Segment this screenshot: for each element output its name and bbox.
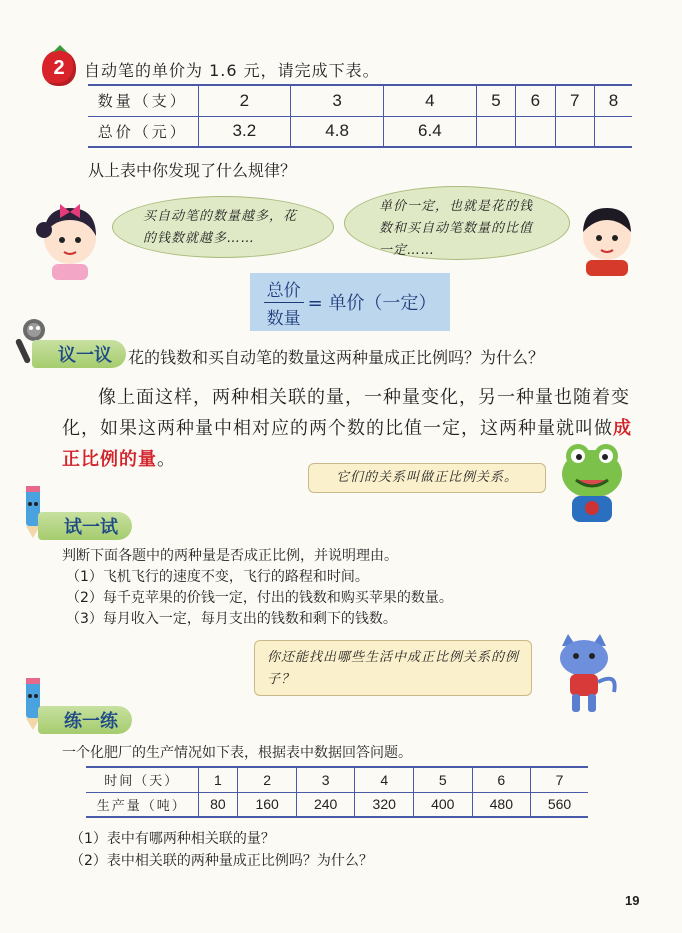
fraction-numerator: 总价 [266,280,301,301]
row-label: 数量（支） [88,85,198,116]
table-cell: 6.4 [384,116,477,147]
table-cell: 80 [198,792,238,817]
table-cell-blank[interactable] [476,116,515,147]
formula-rest: = 单价（一定） [307,293,437,314]
definition-text: 像上面这样，两种相关联的量，一种量变化，另一种量也随着变化，如果这两种量中相对应的两个数的比值一定，这两种量就叫做 [62,387,630,439]
girl-speech-bubble: 买自动笔的数量越多，花的钱数就越多…… [112,196,334,258]
question-prompt: 自动笔的单价为 1.6 元，请完成下表。 [84,61,380,80]
table-cell: 6 [472,767,531,792]
table-cell: 6 [516,85,555,116]
practice-questions [70,828,373,872]
girl-illustration [30,190,110,280]
formula-box [250,273,450,331]
table-cell: 480 [472,792,531,817]
table-cell: 4 [384,85,477,116]
table-cell: 400 [413,792,472,817]
table-cell: 3.2 [198,116,291,147]
row-label: 生产量（吨） [86,792,198,817]
rule-question: 从上表中你发现了什么规律？ [88,161,297,180]
table-row [88,116,632,147]
list-item: （2）每千克苹果的价钱一定，付出的钱数和购买苹果的数量。 [66,590,453,606]
practice-label: 练一练 [38,706,132,734]
try-intro: 判断下面各题中的两种量是否成正比例，并说明理由。 [62,548,398,564]
table-cell: 240 [296,792,355,817]
fraction-bar [264,302,304,303]
table-cell-blank[interactable] [555,116,594,147]
fraction [264,276,304,329]
table-cell: 8 [594,85,632,116]
table-cell: 2 [198,85,291,116]
discuss-label: 议一议 [32,340,126,368]
table-row [86,792,588,817]
list-item: （2）表中相关联的两种量成正比例吗？为什么？ [70,853,373,869]
try-section [62,546,453,630]
table-cell: 3 [291,85,384,116]
table-cell: 7 [531,767,588,792]
practice-intro: 一个化肥厂的生产情况如下表，根据表中数据回答问题。 [62,745,412,761]
table-cell: 3 [296,767,355,792]
strawberry-leaf-icon [50,44,70,54]
definition-end: 。 [157,449,176,470]
question-number-badge: 2 [42,50,76,86]
table-cell: 320 [355,792,414,817]
production-table [86,766,588,818]
cat-speech-bubble: 你还能找出哪些生活中成正比例关系的例子？ [254,640,532,696]
list-item: （3）每月收入一定，每月支出的钱数和剩下的钱数。 [66,611,397,627]
list-item: （1）飞机飞行的速度不变，飞行的路程和时间。 [66,569,369,585]
boy-speech-bubble: 单价一定，也就是花的钱数和买自动笔数量的比值一定…… [344,186,570,260]
try-label: 试一试 [38,512,132,540]
frog-speech-bubble: 它们的关系叫做正比例关系。 [308,463,546,493]
discuss-question: 花的钱数和买自动笔的数量这两种量成正比例吗？为什么？ [128,348,545,367]
fraction-denominator: 数量 [266,308,301,329]
page-number: 19 [625,893,640,908]
table-row [88,85,632,116]
table-row [86,767,588,792]
price-table [88,84,632,148]
table-cell: 5 [476,85,515,116]
table-cell: 560 [531,792,588,817]
cat-mascot-illustration [542,632,626,716]
table-cell: 1 [198,767,238,792]
table-cell: 160 [238,792,297,817]
table-cell: 2 [238,767,297,792]
definition-highlight: 成正比例的量 [62,418,632,470]
table-cell-blank[interactable] [516,116,555,147]
table-cell: 7 [555,85,594,116]
table-cell-blank[interactable] [594,116,632,147]
table-cell: 4.8 [291,116,384,147]
frog-mascot-illustration [552,436,632,528]
table-cell: 4 [355,767,414,792]
list-item: （1）表中有哪两种相关联的量？ [70,831,275,847]
boy-illustration [572,196,642,276]
row-label: 总价（元） [88,116,198,147]
table-cell: 5 [413,767,472,792]
row-label: 时间（天） [86,767,198,792]
